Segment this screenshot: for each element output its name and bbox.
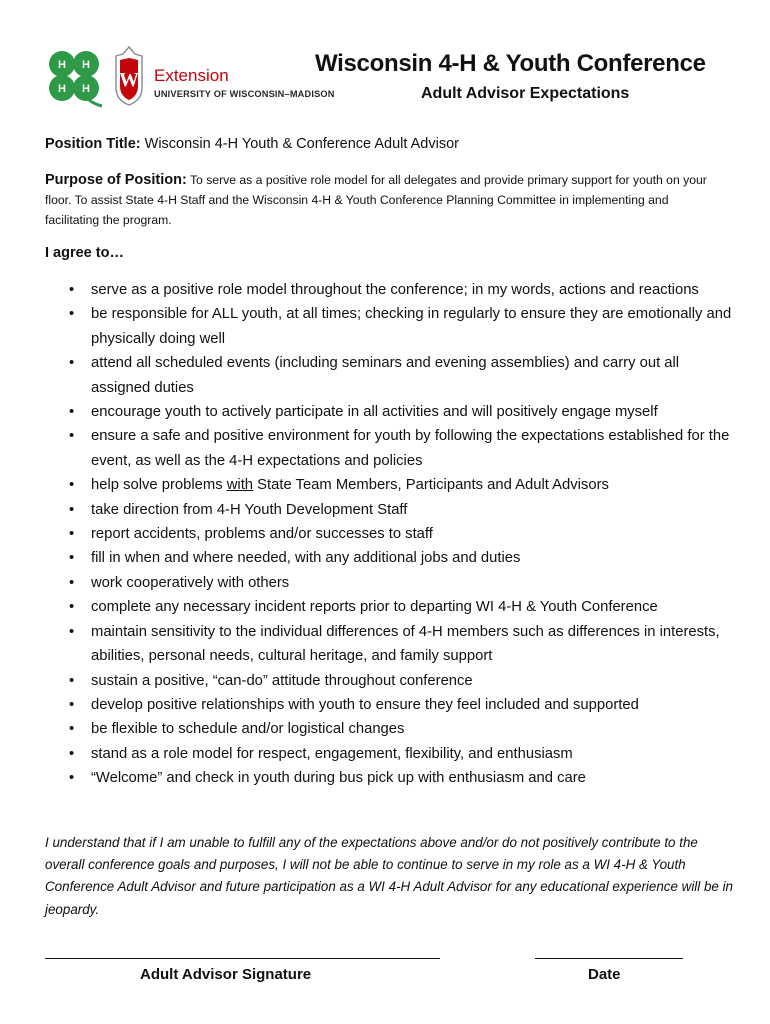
list-item: • encourage youth to actively participate in all activities and will positively engage myself [45, 400, 735, 424]
svg-text:H: H [82, 83, 90, 95]
list-item: • fill in when and where needed, with any additional jobs and duties [45, 546, 735, 570]
list-item: • maintain sensitivity to the individual differences of 4-H members such as differences in interests, abilities, personal needs, cultural heritage, and family support [45, 620, 735, 669]
list-item: • stand as a role model for respect, engagement, flexibility, and enthusiasm [45, 742, 735, 766]
purpose-text: To serve as a positive role model for all delegates and provide primary support for youth on your floor. To assist State 4-H Staff and the Wisconsin 4-H & Youth Conference Planning Committee in implementing and facilitating the program. [45, 173, 707, 227]
date-label: Date [588, 966, 621, 983]
list-item: • attend all scheduled events (including seminars and evening assemblies) and carry out all assigned duties [45, 351, 735, 400]
list-item: • ensure a safe and positive environment for youth by following the expectations established for the event, as well as the 4-H expectations and policies [45, 424, 735, 473]
svg-text:H: H [82, 59, 90, 71]
list-item: • complete any necessary incident reports prior to departing WI 4-H & Youth Conference [45, 595, 735, 619]
list-item: • “Welcome” and check in youth during bus pick up with enthusiasm and care [45, 766, 735, 790]
extension-wordmark: Extension [154, 66, 229, 85]
svg-text:W: W [119, 69, 139, 91]
position-title-value: Wisconsin 4-H Youth & Conference Adult Advisor [144, 136, 459, 152]
uw-crest-icon [112, 46, 146, 106]
list-item: • be responsible for ALL youth, at all times; checking in regularly to ensure they are emotionally and physically doing well [45, 302, 735, 351]
svg-text:H: H [58, 83, 66, 95]
agree-heading: I agree to… [45, 245, 124, 261]
list-item: • serve as a positive role model throughout the conference; in my words, actions and reactions [45, 278, 735, 302]
position-title-label: Position Title: [45, 136, 141, 152]
signature-label: Adult Advisor Signature [140, 966, 312, 983]
list-item: • work cooperatively with others [45, 571, 735, 595]
purpose-of-position [45, 170, 725, 230]
purpose-label: Purpose of Position: [45, 172, 187, 188]
svg-text:H: H [58, 59, 66, 71]
list-item: • help solve problems with State Team Members, Participants and Adult Advisors [45, 473, 735, 497]
position-title [45, 136, 459, 152]
list-item: • take direction from 4-H Youth Development Staff [45, 498, 735, 522]
understanding-statement: I understand that if I am unable to fulfill any of the expectations above and/or do not positively contribute to the overall conference goals and purposes, I will not be able to continue to serve in my role as a WI 4-H & Youth Conference Adult Advisor and future participation as a WI 4-H Adult Advisor for any educational experience will be in jeopardy. [45, 835, 733, 917]
list-item: • develop positive relationships with youth to ensure they feel included and supported [45, 693, 735, 717]
four-leaf-clover-4h-icon [42, 44, 106, 108]
expectations-list [45, 278, 735, 791]
list-item: • be flexible to schedule and/or logistical changes [45, 717, 735, 741]
signature-line[interactable] [45, 958, 440, 959]
page-subtitle: Adult Advisor Expectations [421, 85, 630, 102]
page-title: Wisconsin 4-H & Youth Conference [315, 50, 706, 77]
list-item: • report accidents, problems and/or successes to staff [45, 522, 735, 546]
date-line[interactable] [535, 958, 683, 959]
university-name: UNIVERSITY OF WISCONSIN–MADISON [154, 89, 335, 99]
list-item: • sustain a positive, “can-do” attitude throughout conference [45, 669, 735, 693]
